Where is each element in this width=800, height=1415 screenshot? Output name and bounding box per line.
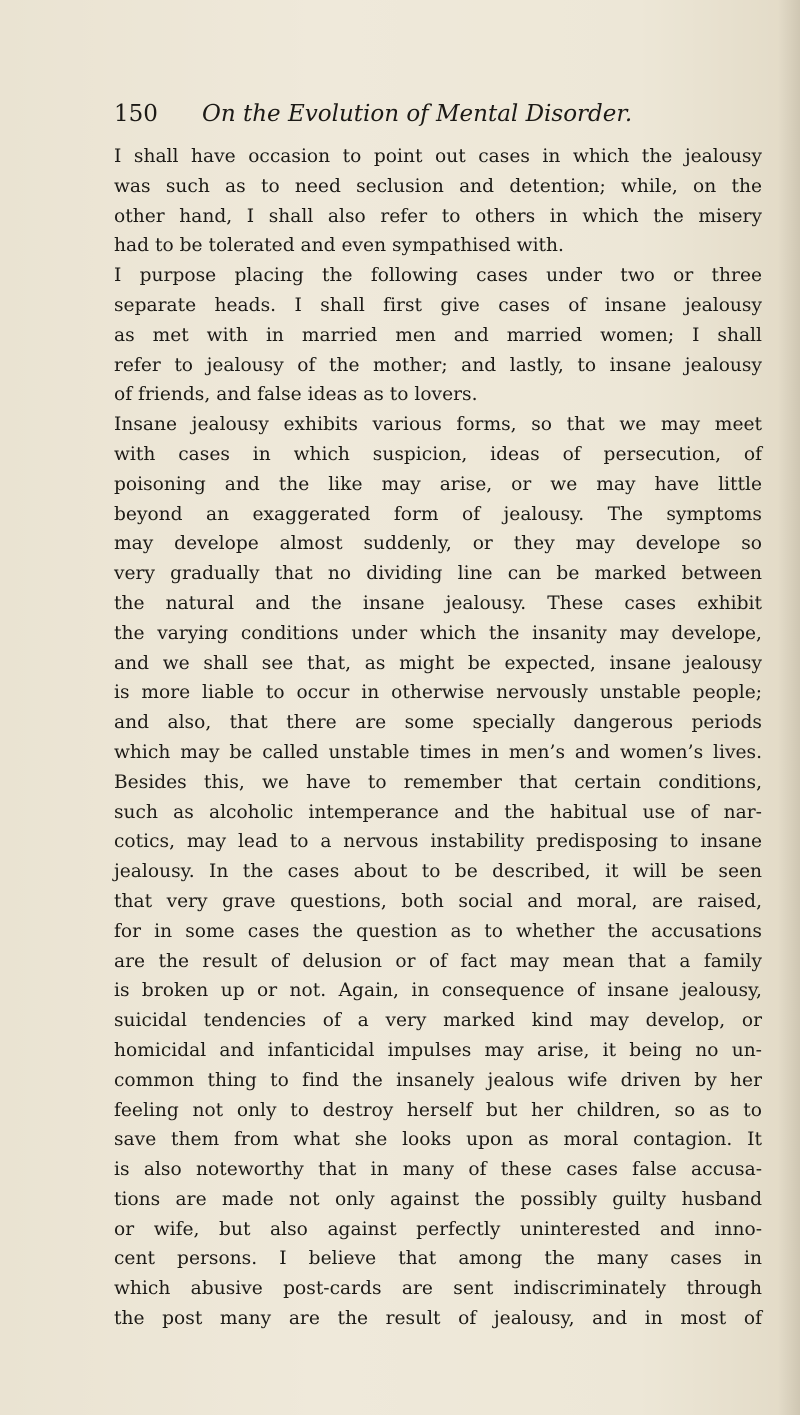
text-line: Insane jealousy exhibits various forms, so that we may meet (114, 414, 762, 436)
text-line: feeling not only to destroy herself but her children, so as to (114, 1099, 762, 1121)
text-line: may develope almost suddenly, or they may develope so (114, 533, 762, 555)
page-number: 150 (114, 101, 158, 127)
running-head-title: On the Evolution of Mental Disorder. (202, 101, 633, 127)
text-line: and we shall see that, as might be expected, insane jealousy (114, 652, 762, 674)
text-line: which may be called unstable times in men’s and women’s lives. (114, 741, 762, 763)
text-line: very gradually that no dividing line can be marked between (114, 563, 762, 585)
text-line: is broken up or not. Again, in consequence of insane jealousy, (114, 980, 762, 1002)
text-line: save them from what she looks upon as moral contagion. It (114, 1129, 762, 1151)
text-line: the varying conditions under which the insanity may develope, (114, 622, 762, 644)
text-line: I purpose placing the following cases under two or three (114, 265, 762, 287)
text-line: for in some cases the question as to whether the accusations (114, 920, 762, 942)
text-line: had to be tolerated and even sympathised with. (114, 235, 564, 257)
text-line: poisoning and the like may arise, or we may have little (114, 473, 762, 495)
text-line: that very grave questions, both social and moral, are raised, (114, 890, 762, 912)
text-line: cotics, may lead to a nervous instability predisposing to insane (114, 831, 762, 853)
text-line: is more liable to occur in otherwise nervously unstable people; (114, 682, 762, 704)
running-head (114, 96, 754, 132)
text-line: was such as to need seclusion and detention; while, on the (114, 175, 762, 197)
text-line: such as alcoholic intemperance and the habitual use of nar- (114, 801, 762, 823)
text-line: which abusive post-cards are sent indiscriminately through (114, 1278, 762, 1300)
text-line: of friends, and false ideas as to lovers. (114, 384, 478, 406)
text-line: refer to jealousy of the mother; and lastly, to insane jealousy (114, 354, 762, 376)
text-line: as met with in married men and married women; I shall (114, 324, 762, 346)
text-line: common thing to find the insanely jealous wife driven by her (114, 1069, 762, 1091)
text-line: and also, that there are some specially dangerous periods (114, 712, 762, 734)
text-line: tions are made not only against the possibly guilty husband (114, 1188, 762, 1210)
text-line: the post many are the result of jealousy, and in most of (114, 1308, 762, 1330)
text-line: jealousy. In the cases about to be described, it will be seen (114, 861, 762, 883)
text-line: or wife, but also against perfectly uninterested and inno- (114, 1218, 762, 1240)
text-line: with cases in which suspicion, ideas of persecution, of (114, 443, 762, 465)
body-text (114, 142, 762, 1334)
text-line: the natural and the insane jealousy. These cases exhibit (114, 592, 762, 614)
text-line: is also noteworthy that in many of these cases false accusa- (114, 1159, 762, 1181)
page-edge-shadow (778, 0, 800, 1415)
text-line: separate heads. I shall first give cases of insane jealousy (114, 294, 762, 316)
text-line: beyond an exaggerated form of jealousy. The symptoms (114, 503, 762, 525)
text-line: Besides this, we have to remember that certain conditions, (114, 771, 762, 793)
text-line: homicidal and infanticidal impulses may arise, it being no un- (114, 1039, 762, 1061)
text-line: other hand, I shall also refer to others in which the misery (114, 205, 762, 227)
text-line: cent persons. I believe that among the many cases in (114, 1248, 762, 1270)
text-line: are the result of delusion or of fact may mean that a family (114, 950, 762, 972)
text-line: suicidal tendencies of a very marked kind may develop, or (114, 1010, 762, 1032)
text-line: I shall have occasion to point out cases in which the jealousy (114, 146, 762, 167)
